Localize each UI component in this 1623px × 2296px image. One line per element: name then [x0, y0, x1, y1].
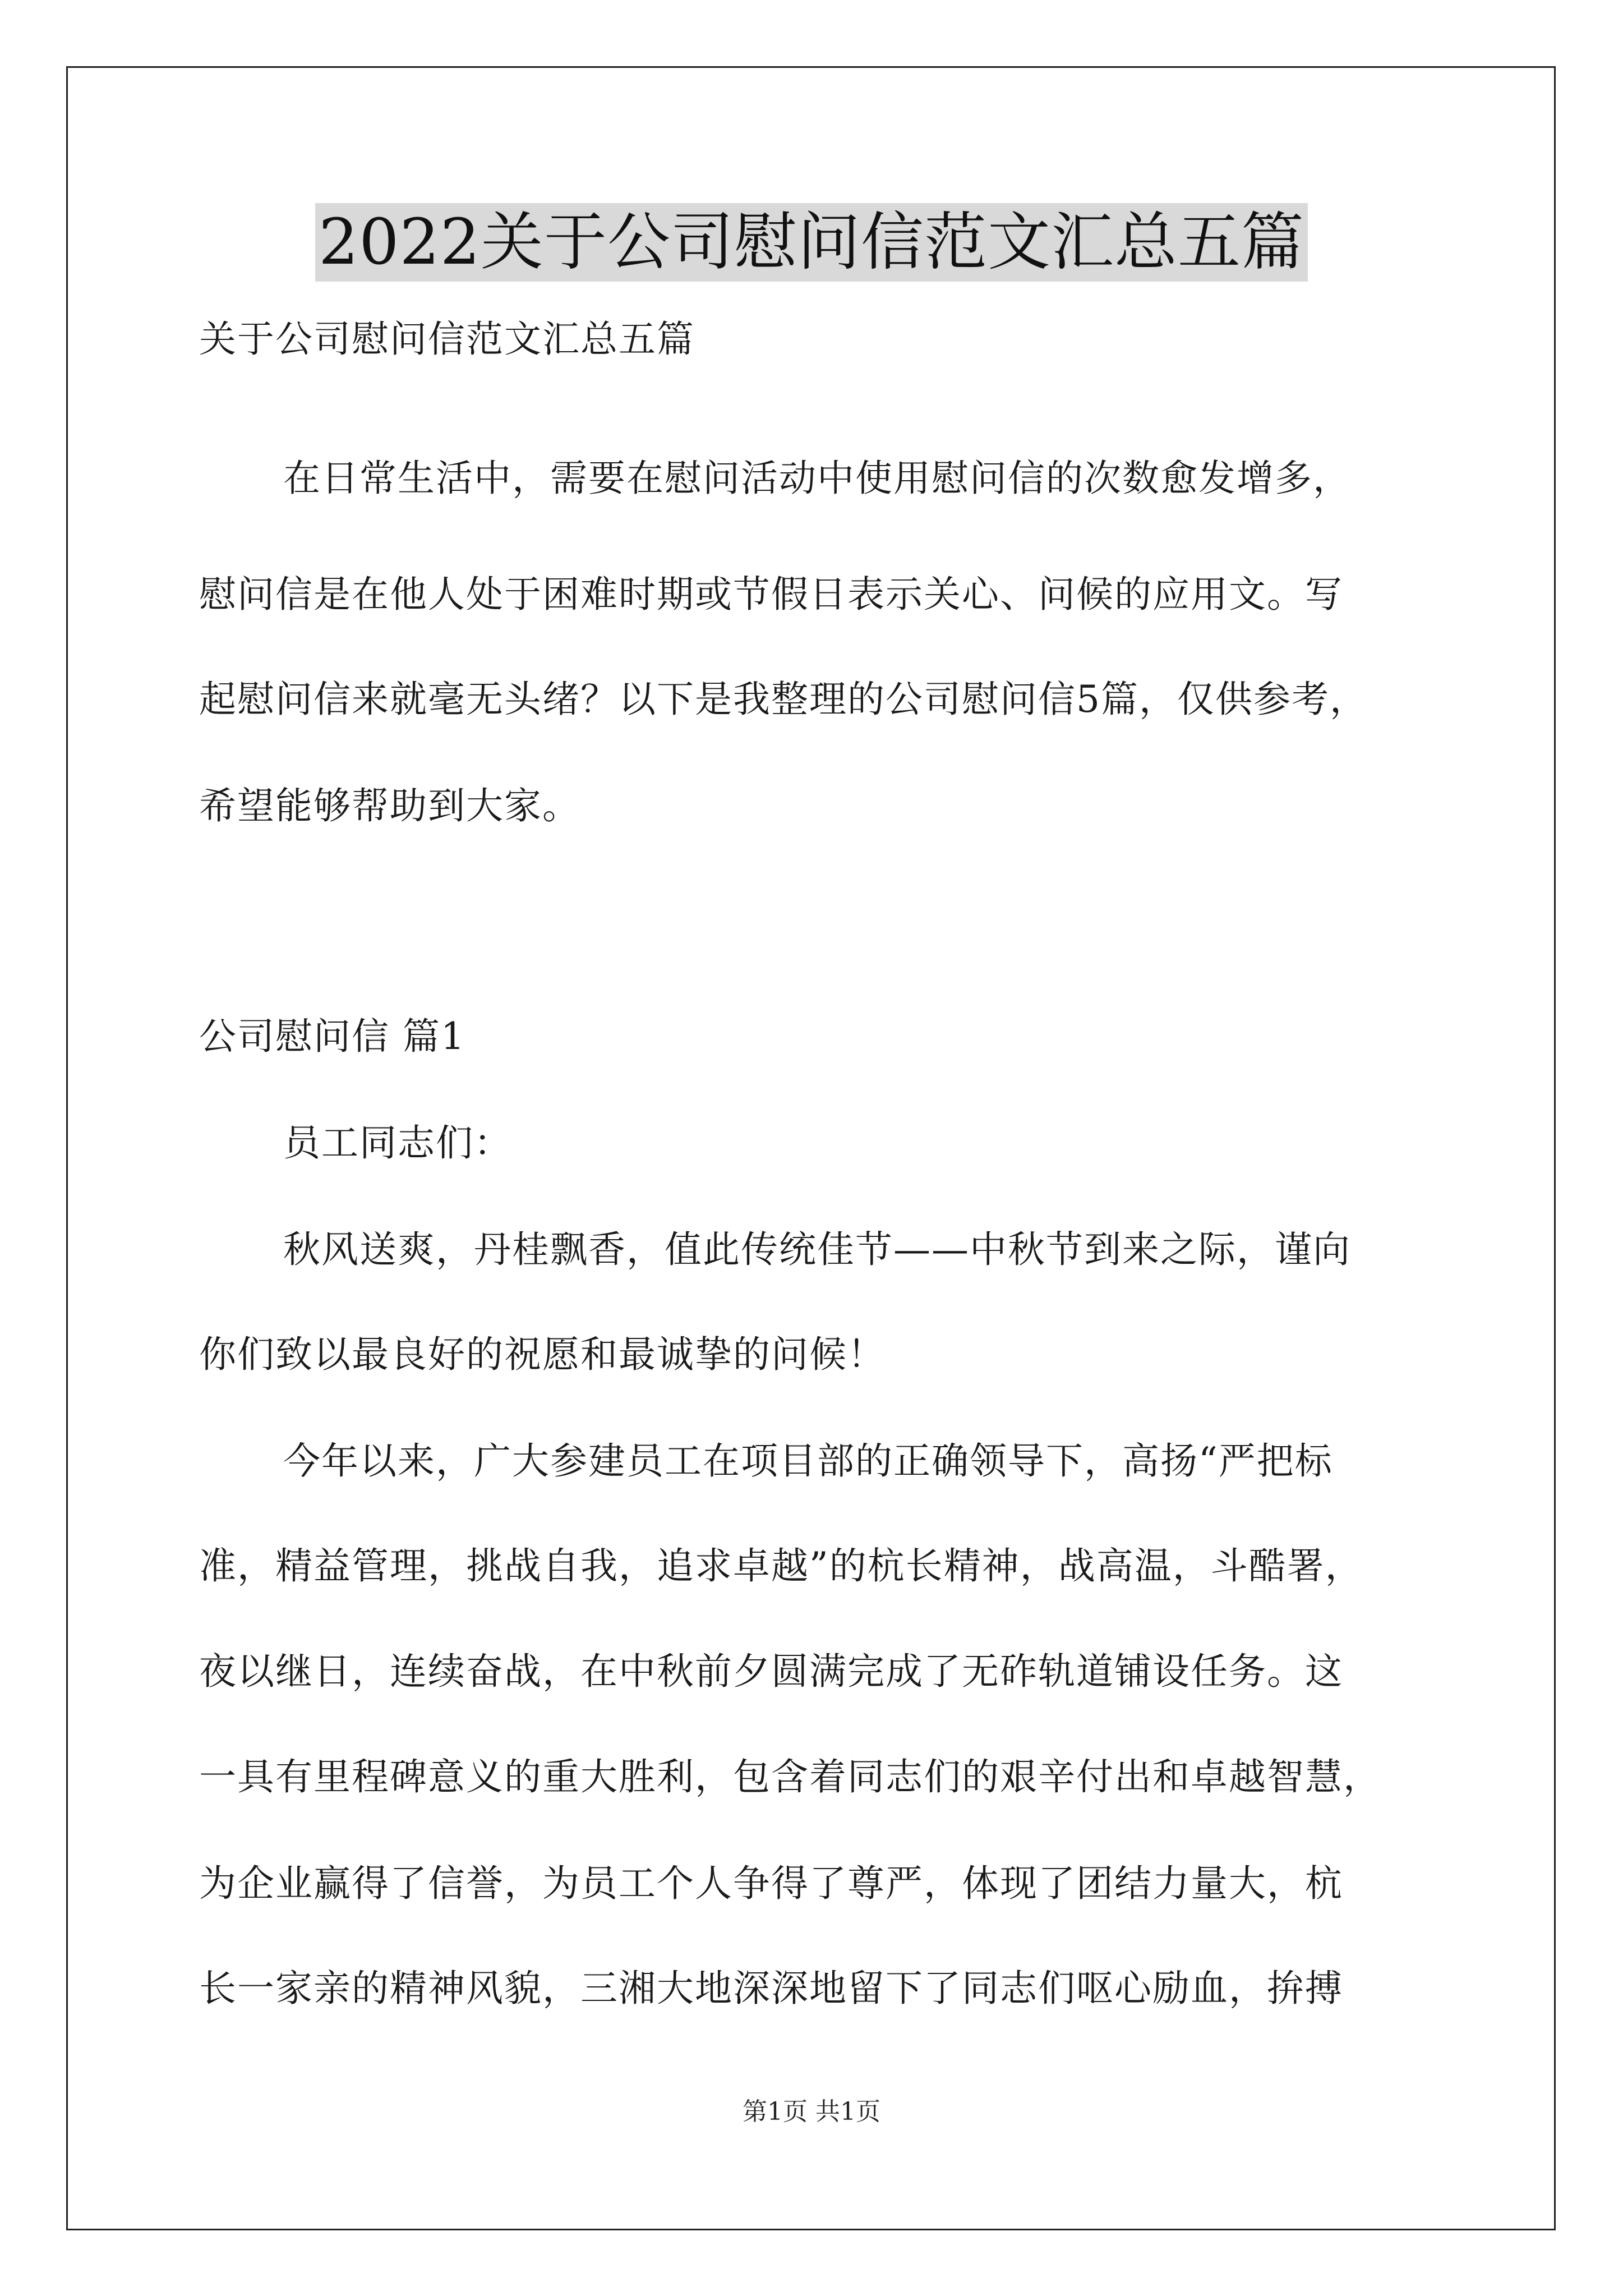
intro-line-4: 希望能够帮助到大家。: [199, 784, 580, 827]
body-line-8: 长一家亲的精神风貌，三湘大地深深地留下了同志们呕心励血，拚搏: [199, 1967, 1343, 2010]
body-line-1: 秋风送爽，丹桂飘香，值此传统佳节——中秋节到来之际，谨向: [283, 1228, 1351, 1271]
intro-line-3: 起慰问信来就毫无头绪？以下是我整理的公司慰问信5篇，仅供参考，: [199, 678, 1368, 721]
salutation: 员工同志们：: [283, 1121, 512, 1165]
body-line-3: 今年以来，广大参建员工在项目部的正确领导下，高扬“严把标: [283, 1439, 1333, 1483]
body-line-2: 你们致以最良好的祝愿和最诚挚的问候！: [199, 1333, 886, 1376]
body-line-7: 为企业赢得了信誉，为员工个人争得了尊严，体现了团结力量大，杭: [199, 1862, 1343, 1905]
intro-line-2: 慰问信是在他人处于困难时期或节假日表示关心、问候的应用文。写: [199, 573, 1343, 616]
section-heading: 公司慰问信 篇1: [199, 1015, 465, 1058]
page-footer: 第1页 共1页: [743, 2097, 880, 2126]
subtitle-line: 关于公司慰问信范文汇总五篇: [199, 318, 695, 361]
body-line-5: 夜以继日，连续奋战，在中秋前夕圆满完成了无砟轨道铺设任务。这: [199, 1650, 1343, 1693]
intro-line-1: 在日常生活中，需要在慰问活动中使用慰问信的次数愈发增多，: [283, 457, 1351, 500]
document-title: 2022关于公司慰问信范文汇总五篇: [315, 203, 1308, 282]
body-line-6: 一具有里程碑意义的重大胜利，包含着同志们的艰辛付出和卓越智慧，: [199, 1755, 1381, 1798]
body-line-4: 准，精益管理，挑战自我，追求卓越”的杭长精神，战高温，斗酷署，: [199, 1544, 1363, 1588]
title-container: [0, 203, 1623, 282]
